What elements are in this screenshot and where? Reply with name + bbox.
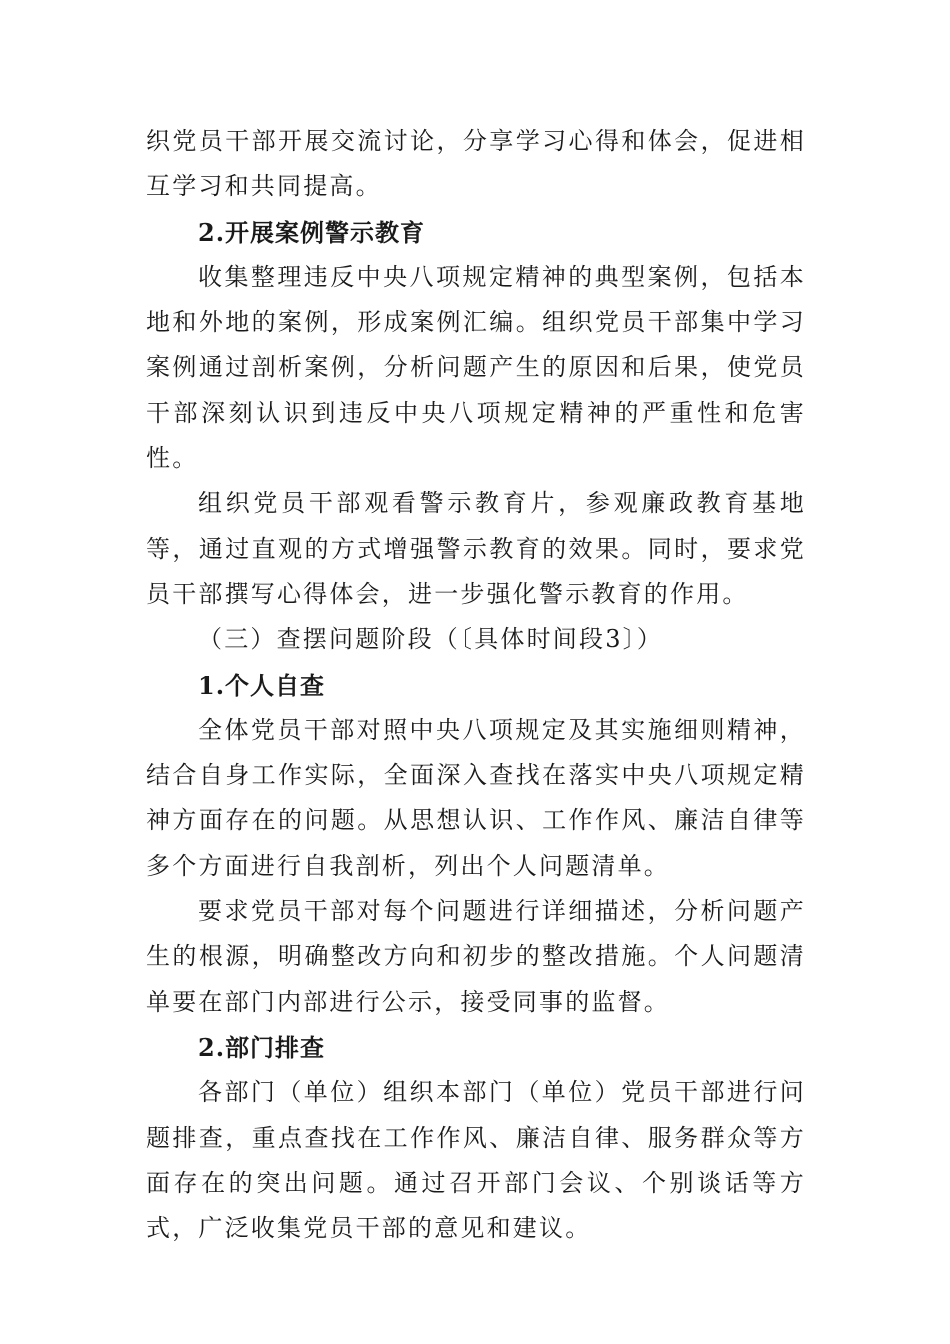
paragraph-collect-cases: 收集整理违反中央八项规定精神的典型案例，包括本地和外地的案例，形成案例汇编。组织党员干部集中学习案例通过剖析案例，分析问题产生的原因和后果，使党员干部深刻认识到违反中央八项规定精神的严重性和危害性。 — [146, 262, 806, 473]
subheading-self-check: 1.个人自查 — [198, 670, 326, 700]
subheading-case-warning-education: 2.开展案例警示教育 — [198, 217, 426, 247]
document-body — [146, 119, 806, 1251]
paragraph-continued: 织党员干部开展交流讨论，分享学习心得和体会，促进相互学习和共同提高。 — [146, 127, 806, 201]
paragraph-warning-films: 组织党员干部观看警示教育片，参观廉政教育基地等，通过直观的方式增强警示教育的效果。同时，要求党员干部撰写心得体会，进一步强化警示教育的作用。 — [146, 489, 806, 608]
paragraph-department-check: 各部门（单位）组织本部门（单位）党员干部进行问题排查，重点查找在工作作风、廉洁自律、服务群众等方面存在的突出问题。通过召开部门会议、个别谈话等方式，广泛收集党员干部的意见和建议。 — [146, 1078, 806, 1243]
subheading-department-check: 2.部门排查 — [198, 1032, 326, 1062]
section-heading-problem-finding: （三）查摆问题阶段（〔具体时间段3〕） — [198, 625, 664, 654]
paragraph-self-check: 全体党员干部对照中央八项规定及其实施细则精神，结合自身工作实际，全面深入查找在落实中央八项规定精神方面存在的问题。从思想认识、工作作风、廉洁自律等多个方面进行自我剖析，列出个人问题清单。 — [146, 715, 806, 880]
paragraph-problem-list: 要求党员干部对每个问题进行详细描述，分析问题产生的根源，明确整改方向和初步的整改措施。个人问题清单要在部门内部进行公示，接受同事的监督。 — [146, 897, 806, 1016]
